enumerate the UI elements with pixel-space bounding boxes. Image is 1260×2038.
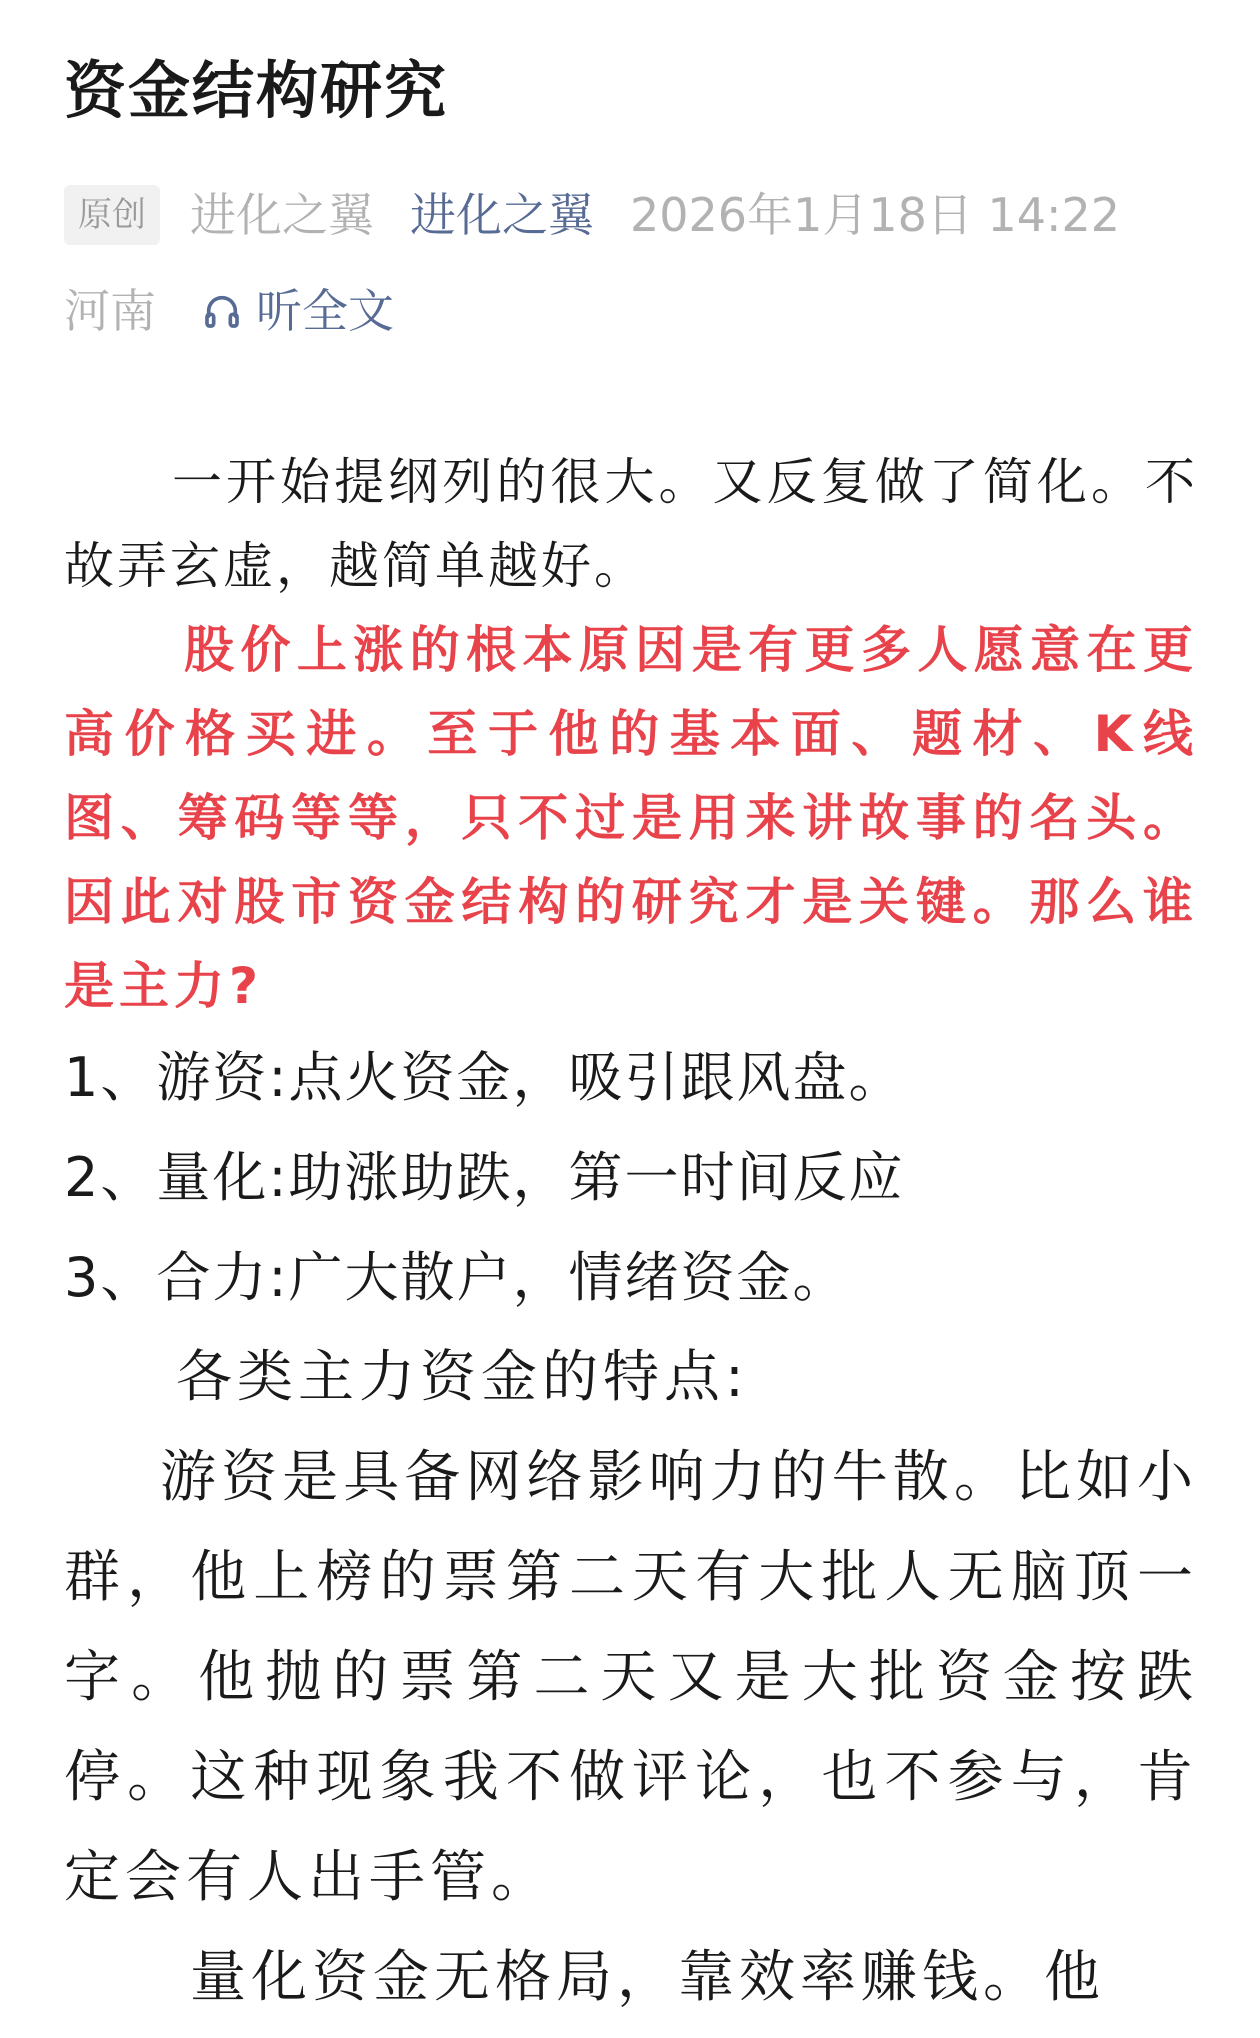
- meta-row-primary: [64, 180, 1214, 250]
- publish-datetime: 2026年1月18日 14:22: [630, 188, 1121, 242]
- paragraph-highlight: 股价上涨的根本原因是有更多人愿意在更高价格买进。至于他的基本面、题材、K线图、筹码等等，只不过是用来讲故事的名头。因此对股市资金结构的研究才是关键。那么谁是主力?: [64, 621, 1198, 1015]
- original-badge: 原创: [64, 185, 160, 245]
- article-meta: [64, 180, 1214, 346]
- author-name: 进化之翼: [190, 188, 374, 242]
- region-label: 河南: [64, 284, 156, 338]
- paragraph-lianghua-detail: 量化资金无格局，靠效率赚钱。他: [190, 1945, 1105, 2010]
- listen-button[interactable]: [202, 276, 394, 346]
- listen-label: 听全文: [256, 284, 394, 338]
- paragraph-subheading: 各类主力资金的特点:: [176, 1345, 749, 1410]
- list-item-heli: 3、合力:广大散户，情绪资金。: [64, 1246, 849, 1309]
- list-item-youzi: 1、游资:点火资金，吸引跟风盘。: [64, 1046, 905, 1109]
- account-link[interactable]: 进化之翼: [410, 188, 594, 242]
- paragraph-intro: 一开始提纲列的很大。又反复做了简化。不故弄玄虚，越简单越好。: [64, 453, 1198, 595]
- article-body: [64, 440, 1198, 2028]
- headphones-icon: [202, 291, 242, 331]
- article-title: 资金结构研究: [64, 54, 449, 127]
- list-item-lianghua: 2、量化:助涨助跌，第一时间反应: [64, 1146, 905, 1209]
- paragraph-youzi-detail: 游资是具备网络影响力的牛散。比如小群，他上榜的票第二天有大批人无脑顶一字。他抛的票第二天又是大批资金按跌停。这种现象我不做评论，也不参与，肯定会有人出手管。: [64, 1445, 1198, 1910]
- meta-row-secondary: [64, 276, 1214, 346]
